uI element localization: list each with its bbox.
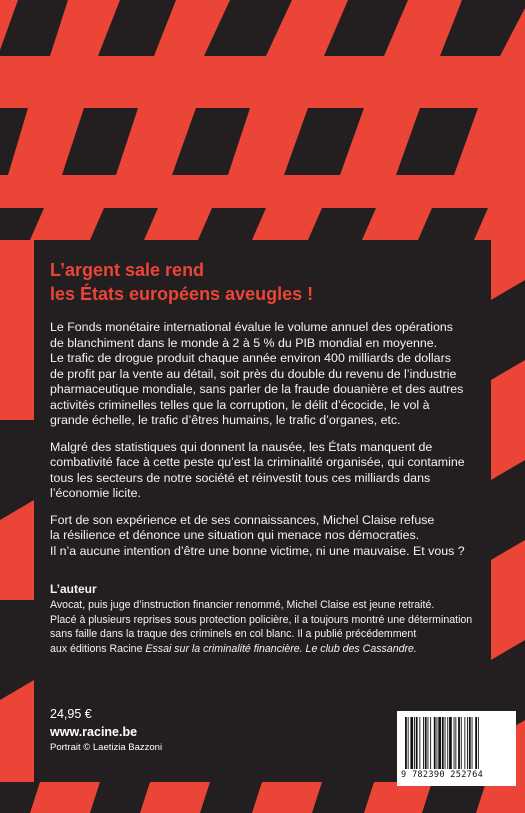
headline-line-1: L’argent sale rend [50,260,205,280]
author-bio [50,598,477,656]
text-line: de blanchiment dans le monde à 2 à 5 % du PIB mondial en moyenne. [50,335,438,350]
text-line: sans faille dans la traque des criminels en col blanc. Il a publié précédemment [50,628,417,641]
barcode-bars-icon [405,717,508,769]
text-line: de profit par la vente au détail, soit près du double du revenu de l’industrie [50,366,457,381]
text-line: Avocat, puis juge d’instruction financier renommé, Michel Claise est jeune retraité. [50,599,435,612]
text-line: Malgré des statistiques qui donnent la nausée, les États manquent de [50,439,433,454]
text-line: grande échelle, le trafic d’êtres humains, le trafic d’organes, etc. [50,413,401,427]
text-line: aux éditions Racine [50,642,146,655]
text-line: combativité face à cette peste qu’est la criminalité organisée, qui contamine [50,455,465,469]
text-line: pharmaceutique mondiale, sans parler de la fraude douanière et des autres [50,382,464,396]
isbn-digits: 9 782390 252764 [401,770,484,780]
paragraph-2 [50,440,477,502]
headline [50,258,470,306]
back-cover-panel [34,240,491,782]
text-line: Le Fonds monétaire international évalue le volume annuel des opérations [50,320,453,334]
text-line: Il n’a aucune intention d’être une bonne victime, ni une mauvaise. Et vous ? [50,543,465,558]
photo-credit: Portrait © Laetizia Bazzoni [50,742,163,753]
price: 24,95 € [50,707,92,721]
isbn-barcode [397,711,516,786]
headline-line-2: les États européens aveugles ! [50,284,314,304]
text-line: Le trafic de drogue produit chaque année environ 400 milliards de dollars [50,351,451,365]
paragraph-3 [50,513,477,560]
text-line: l’économie licite. [50,486,141,500]
text-line: tous les secteurs de notre société et réinvestit tous ces milliards dans [50,470,431,485]
previous-books-title: Essai sur la criminalité financière. Le club des Cassandre. [145,642,417,655]
publisher-website-link[interactable]: www.racine.be [50,725,138,739]
text-line: la résilience et dénonce une situation qui menace nos démocraties. [50,528,420,542]
publisher-info [50,705,250,755]
blurb-text [50,320,477,570]
text-line: activités criminelles telles que la corruption, le délit d’écocide, le vol à [50,397,430,412]
text-line: Fort de son expérience et de ses connaissances, Michel Claise refuse [50,512,435,527]
text-line: Placé à plusieurs reprises sous protection policière, il a toujours montré une détermination [50,613,473,626]
paragraph-1 [50,320,477,429]
author-heading: L’auteur [50,582,97,596]
author-section [50,582,477,656]
